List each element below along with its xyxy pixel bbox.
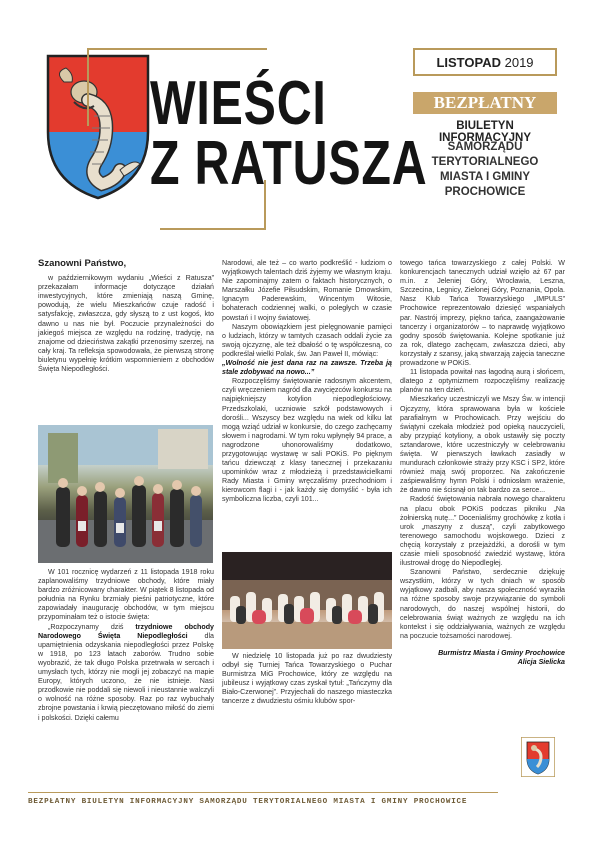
paragraph: W niedzielę 10 listopada już po raz dwudziesty odbył się Turniej Tańca Towarzyskiego o Puchar Burmistrza MiG Prochowice, który ze względu na jubileusz i wyjątkowy czas zyskał tytuł: „Tańczymy dla Biało-Czerwonej”. Przyjechali do naszego miasteczka tancerze z dwudziestu ośmiu klubów spor- bbox=[222, 652, 392, 706]
photo-dance-tournament bbox=[222, 552, 392, 649]
issue-year: 2019 bbox=[504, 54, 534, 70]
paragraph: towego tańca towarzyskiego z całej Polski. W konkurencjach tanecznych udział wzięło aż 67 par m.in. z Jeleniej Góry, Wrocławia, Leszna, Szczecina, Legnicy, Zielonej Góry, Poznania, Opola. Nasz Klub Tańca Towarzyskiego „IMPULS” Prochowice reprezentowało dziesięć wspaniałych par. Nastrój imprezy, piękno tańca, zaangażowanie tancerzy i organizatorów – to naprawdę wyjątkowo godny sposób świętowania. Kolejne spotkanie już za rok, dlatego zachęcam, zwłaszcza dzieci, aby korzystały z szansy, jaką stwarzają zajęcia taneczne prowadzone w POKiS. bbox=[400, 259, 565, 368]
footer-divider bbox=[28, 792, 498, 793]
publisher-line: SAMORZĄDU bbox=[447, 141, 523, 153]
paragraph: Naszym obowiązkiem jest pielęgnowanie pamięci o ludziach, którzy w tamtych czasach oddali życie za swoją ojczyznę, ale też dbałość o tę współczesną, co podkreślał wielki Polak, św. Jan Paweł II, mówiąc: bbox=[222, 322, 392, 358]
masthead-title-line2: Z RATUSZA bbox=[150, 129, 428, 198]
signature-name: Alicja Sielicka bbox=[517, 658, 565, 667]
paragraph: Radość świętowania nabrała nowego charakteru na placu obok POKiS podczas pikniku „Na żołnierską nutę...” Docenialiśmy grochówkę z kotła i urok „maszyny z duszą”, czyli zabytkowego terenowego samochodu wojskowego. Dzieci z chęcią korzystały z przejażdżki, a dorośli w tym czasie mieli sposobność zwiedzić wystawę, która ilustrował drogę do Niepodległej. bbox=[400, 495, 565, 568]
issue-date-box bbox=[413, 48, 557, 76]
photo-kotylion-award bbox=[38, 425, 213, 563]
publisher-line: MIASTA I GMINY bbox=[439, 171, 531, 183]
greeting: Szanowni Państwo, bbox=[38, 258, 127, 269]
publisher-block bbox=[413, 140, 557, 200]
column-2-top bbox=[222, 259, 392, 505]
column-3 bbox=[400, 259, 565, 667]
quote-bold: trzydniowe obchody Narodowego Święta Niepodległości bbox=[38, 622, 214, 640]
pope-quote: „Wolność nie jest dana raz na zawsze. Trzeba ją stale zdobywać na nowo...” bbox=[222, 359, 392, 377]
publisher-line: TERYTORIALNEGO bbox=[431, 156, 539, 168]
paragraph bbox=[38, 623, 214, 723]
paragraph: Mieszkańcy uczestniczyli we Mszy Św. w intencji Ojczyzny, która sprawowana była w kościele parafialnym w Prochowicach. Przy wejściu do świątyni czekała młodzież pod opieką nauczycieli, aby przypiąć kotyliony, a obok ustawiły się poczty sztandarowe, które uczestniczyły w celebrowaniu święta. W pierwszych ławkach zasiadły w mundurach członkowie straży przy KSC i SP2, które również mają swój proporzec. Na zakończenie zaśpiewaliśmy hymn Polski i odniosłam wrażenie, że dawno nie ścisnął on tak bardzo za serce... bbox=[400, 395, 565, 495]
header-frame-left bbox=[87, 48, 89, 126]
column-1-top bbox=[38, 259, 214, 374]
header-frame-bottom bbox=[160, 228, 266, 230]
paragraph: Narodowi, ale też – co warto podkreślić - ludziom o wyjątkowych talentach dziś żyjemy we własnym kraju. Nie zapominajmy zatem o faktach historycznych, o Marszałku Józefie Piłsudskim, Romanie Dmowskim, Ignacym Paderewskim, Wincentym Witosie, bohaterach codziennej walki, o poległych w czasie powstań i I wojny światowej. bbox=[222, 259, 392, 322]
quote-rest: dla upamiętnienia odzyskania niepodległości przez Polskę w 1918, po 123 latach zaborów. Trudno sobie wyobrazić, że tak długo Polska przetrwała w sercach i umysłach tych, którzy nie mogli jej zobaczyć na mapie Europy, których uczono, że nie istnieje. Nasi przodkowie nie poddali się niewoli i nieustannie walczyli o wolność na różne sposoby. Raz po raz wybuchały zbrojne powstania i krwią pieczętowano miłość do ziemi i polskości. Dzięki całemu bbox=[38, 631, 215, 722]
paragraph: Szanowni Państwo, serdecznie dziękuję wszystkim, którzy w tych dniach w sposób wyjątkowy zadbali, aby nasza społeczność wyraziła na różne sposoby swoje przywiązanie do symboli narodowych, do naszej wspólnej historii, do celebrowania świąt ważnych ze względu na ich kontekst i się oddziaływania, ważnych ze względu na poczucie tożsamości narodowej. bbox=[400, 568, 565, 640]
bulletin-label: BIULETYN INFORMACYJNY bbox=[438, 120, 531, 144]
column-1-bottom bbox=[38, 568, 214, 723]
paragraph: w październikowym wydaniu „Wieści z Ratusza” przekazałam informacje dotyczące działań inwestycyjnych, które zmieniają naszą Gminę, powodują, że wielu Mieszkańców czuje radość i satysfakcję, zwłaszcza, gdy słyszą to z ust kogoś, kto dawno u nas nie był. Poczucie przynależności do jakiegoś miejsca ze względu na rodzinę, tradycję, na znajome od dzieciństwa zakątki przenosimy szerzej, na cały kraj. Ta refleksja spowodowała, że pierwszą stronę biuletynu wypełnię krótkim wspomnieniem z obchodów Święta Niepodległości. bbox=[38, 274, 214, 374]
coat-of-arms-mermaid-icon bbox=[44, 52, 152, 202]
masthead-title-line1: WIEŚCI bbox=[150, 69, 327, 138]
column-2-bottom bbox=[222, 652, 392, 707]
masthead-title bbox=[150, 69, 428, 198]
signature-title: Burmistrz Miasta i Gminy Prochowice bbox=[438, 648, 565, 657]
free-badge: BEZPŁATNY bbox=[413, 92, 557, 114]
publisher-line: PROCHOWICE bbox=[444, 186, 526, 198]
header-frame-top bbox=[87, 48, 267, 50]
issue-month: LISTOPAD bbox=[436, 54, 501, 70]
quote-open: „Rozpoczynamy dziś bbox=[48, 622, 136, 631]
paragraph: Rozpoczęliśmy świętowanie radosnym akcentem, czyli wręczeniem nagród dla zwycięzców konkursu na najpiękniejszy kotylion niepodległościowy. Przedszkolaki, uczniowie szkół podstawowych i dorośli... Wszyscy bez względu na wiek od kilku lat mogą wziąć udział w konkursie, do czego zachęcamy słowem i nagrodami. W tym roku wpłynęły 94 prace, a nagrodzone uhonorowaliśmy dodatkowo, przygotowując wystawę w sali POKiS. Po pięknym tańcu dziewcząt z klasy tanecznej i przekazaniu upominków wraz z młodzieżą i przedstawicielkami Rady Miasta i Gminy wręczaliśmy przechodniom i kierowcom flagi i - jak każdy się domyślić - była ich symboliczna liczba, czyli 101... bbox=[222, 377, 392, 504]
coat-of-arms-small-icon bbox=[521, 737, 555, 777]
paragraph: 11 listopada powitał nas łagodną aurą i słońcem, dlatego z optymizmem rozpoczęliśmy realizację planów na ten dzień. bbox=[400, 368, 565, 395]
footer-text: BEZPŁATNY BIULETYN INFORMACYJNY SAMORZĄDU TERYTORIALNEGO MIASTA I GMINY PROCHOWICE bbox=[28, 798, 498, 812]
paragraph: W 101 rocznicę wydarzeń z 11 listopada 1918 roku zaplanowaliśmy trzydniowe obchody, które miały bardzo zróżnicowany charakter. W piątek 8 listopada od południa na Rynku brzmiały pieśni patriotyczne, które zapowiadały inaugurację obchodów, w tym miejscu przypominałam też o istocie święta: bbox=[38, 568, 214, 622]
